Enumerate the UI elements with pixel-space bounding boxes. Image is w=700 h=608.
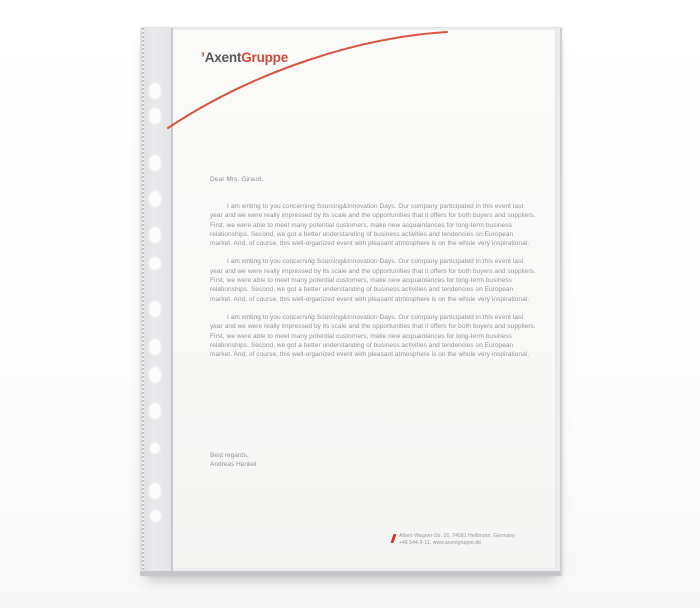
footer-contact: +49 544-9-11, www.axentgruppe.de: [399, 539, 482, 546]
letter-paragraph: I am writing to you concerning Sourcing&Innovation Days. Our company participated in this event last year and we were really impressed by its scale and the opportunities that it offers for both buyers and suppliers. First, we were able to meet many potential customers, make new acquaintances for long-term business relationships. Second, we got a better understanding of business activities and tendencies on European market. And, of course, this well-organized event with pleasant atmosphere is on the whole very inspirational.: [210, 203, 536, 248]
letter-closing-block: [210, 451, 256, 470]
letter-footer: [392, 533, 515, 547]
letter-greeting: Dear Mrs. Giraud,: [210, 176, 264, 183]
punch-hole: [149, 483, 161, 499]
letter-paragraph: I am writing to you concerning Sourcing&Innovation Days. Our company participated in this event last year and we were really impressed by its scale and the opportunities that it offers for both buyers and suppliers. First, we were able to meet many potential customers, make new acquaintances for long-term business relationships. Second, we got a better understanding of business activities and tendencies on European market. And, of course, this well-organized event with pleasant atmosphere is on the whole very inspirational.: [210, 258, 536, 303]
letter-body: [210, 202, 536, 368]
brand-logo: [201, 49, 288, 65]
punch-hole: [150, 510, 161, 522]
letter-signature: Andreas Henkel: [210, 461, 257, 469]
footer-lines: [399, 533, 515, 547]
logo-flame-icon: ’: [201, 49, 205, 65]
red-swoosh-curve: [167, 30, 452, 135]
sheet-protector: [140, 27, 562, 576]
punch-hole: [149, 108, 161, 124]
logo-text-secondary: Gruppe: [241, 50, 289, 65]
punch-hole: [149, 403, 161, 419]
letter-closing: Best regards,: [210, 452, 249, 459]
punch-hole: [149, 191, 161, 207]
letter-paragraph: I am writing to you concerning Sourcing&Innovation Days. Our company participated in this event last year and we were really impressed by its scale and the opportunities that it offers for both buyers and suppliers. First, we were able to meet many potential customers, make new acquaintances for long-term business relationships. Second, we got a better understanding of business activities and tendencies on European market. And, of course, this well-organized event with pleasant atmosphere is on the whole very inspirational.: [210, 313, 536, 359]
punch-hole: [149, 339, 161, 355]
logo-text-primary: Axent: [204, 50, 242, 65]
punch-hole: [149, 301, 161, 317]
footer-address: Albert-Wagner-Str. 16, 74081 Heilbronn, Germany: [399, 533, 515, 539]
punch-hole: [149, 367, 161, 383]
punch-hole: [149, 155, 161, 171]
punch-hole: [149, 257, 161, 270]
punch-hole: [149, 227, 161, 243]
punch-hole: [150, 443, 160, 454]
footer-flame-icon: [391, 534, 397, 543]
letter-page: [173, 30, 556, 568]
punch-hole: [149, 83, 161, 99]
